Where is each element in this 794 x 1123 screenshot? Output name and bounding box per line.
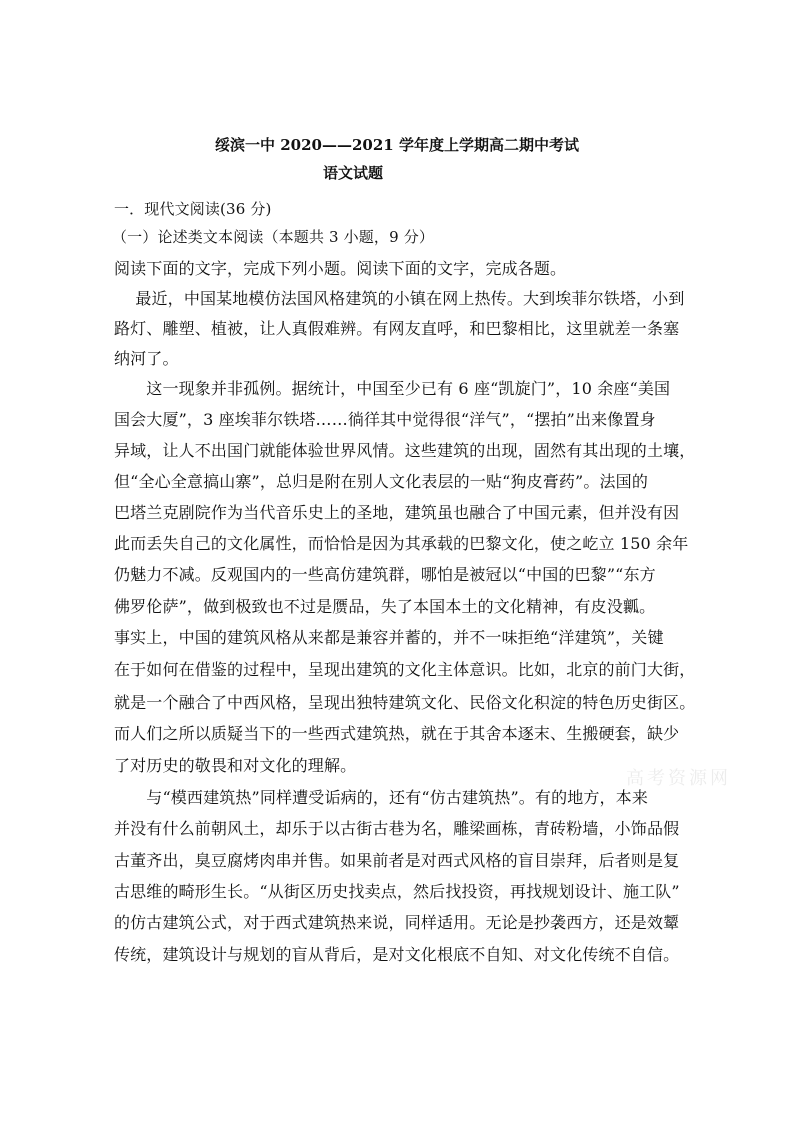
passage-line: 传统，建筑设计与规划的盲从背后，是对文化根底不自知、对文化传统不自信。 xyxy=(114,945,680,964)
passage-line: 纳河了。 xyxy=(114,349,179,368)
passage-line: 但“全心全意搞山寨”，总归是附在别人文化表层的一贴“狗皮膏药”。法国的 xyxy=(114,472,648,491)
passage-line: 路灯、雕塑、植被，让人真假难辨。有网友直呼，和巴黎相比，这里就差一条塞 xyxy=(114,319,680,338)
passage-line: 与“模西建筑热”同样遭受诟病的，还有“仿古建筑热”。有的地方，本来 xyxy=(114,788,648,807)
passage-line: 古思维的畸形生长。“从街区历史找卖点，然后找投资，再找规划设计、施工队” xyxy=(114,882,680,901)
passage-line: 异域，让人不出国门就能体验世界风情。这些建筑的出现，固然有其出现的土壤， xyxy=(114,441,696,460)
passage-line: 在于如何在借鉴的过程中，呈现出建筑的文化主体意识。比如，北京的前门大街， xyxy=(114,660,696,679)
passage-line: 的仿古建筑公式，对于西式建筑热来说，同样适用。无论是抄袭西方，还是效颦 xyxy=(114,913,680,932)
passage-line: 了对历史的敬畏和对文化的理解。 xyxy=(114,756,357,775)
passage-line: 古董齐出，臭豆腐烤肉串并售。如果前者是对西式风格的盲目崇拜，后者则是复 xyxy=(114,851,680,870)
section-subheading: （一）论述类文本阅读（本题共 3 小题，9 分） xyxy=(112,228,434,246)
passage-line: 巴塔兰克剧院作为当代音乐史上的圣地，建筑虽也融合了中国元素，但并没有因 xyxy=(114,503,680,522)
passage-line: 就是一个融合了中西风格，呈现出独特建筑文化、民俗文化积淀的特色历史街区。 xyxy=(114,693,696,712)
passage-line: 并没有什么前朝风土，却乐于以古街古巷为名，雕梁画栋，青砖粉墙，小饰品假 xyxy=(114,819,680,838)
watermark: 高考资源网 xyxy=(626,768,731,789)
passage-line: 佛罗伦萨”，做到极致也不过是赝品，失了本国本土的文化精神，有皮没瓤。 xyxy=(114,597,656,616)
passage-line: 事实上，中国的建筑风格从来都是兼容并蓄的，并不一味拒绝“洋建筑”，关键 xyxy=(114,628,664,647)
passage-line: 而人们之所以质疑当下的一些西式建筑热，就在于其舍本逐末、生搬硬套，缺少 xyxy=(114,724,680,743)
passage-line: 国会大厦”，3 座埃菲尔铁塔……徜徉其中觉得很“洋气”，“摆拍”出来像置身 xyxy=(114,410,656,429)
passage-line: 这一现象并非孤例。据统计，中国至少已有 6 座“凯旋门”，10 余座“美国 xyxy=(114,379,671,398)
exam-title: 绥滨一中 2020——2021 学年度上学期高二期中考试 xyxy=(215,136,579,154)
exam-subtitle: 语文试题 xyxy=(323,164,384,182)
instruction-text: 阅读下面的文字，完成下列小题。阅读下面的文字，完成各题。 xyxy=(114,259,567,278)
passage-line: 仍魅力不减。反观国内的一些高仿建筑群，哪怕是被冠以“中国的巴黎”“东方 xyxy=(114,565,656,584)
section-heading: 一．现代文阅读(36 分) xyxy=(114,200,272,218)
passage-line: 最近，中国某地模仿法国风格建筑的小镇在网上热传。大到埃菲尔铁塔，小到 xyxy=(114,289,685,308)
passage-line: 此而丢失自己的文化属性，而恰恰是因为其承载的巴黎文化，使之屹立 150 余年 xyxy=(114,534,689,553)
